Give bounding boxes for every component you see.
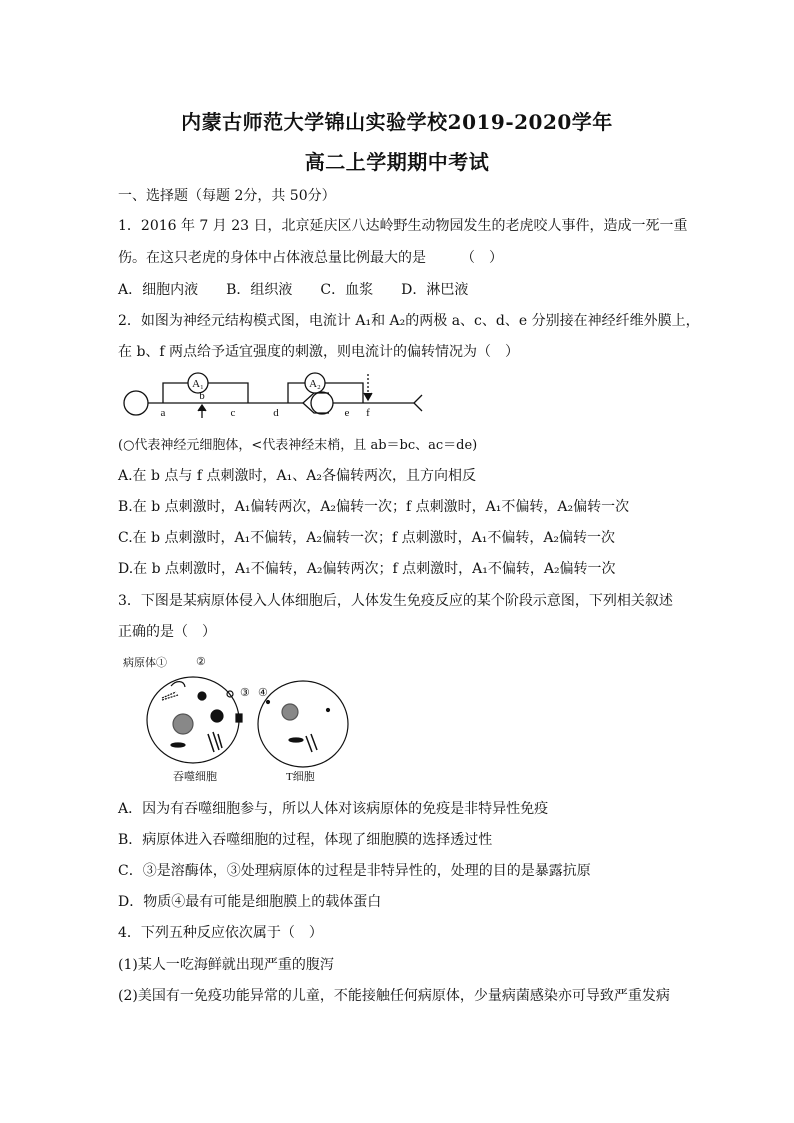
immune-diagram [118,652,380,788]
q3-stem-line1: 3．下图是某病原体侵入人体细胞后，人体发生免疫反应的某个阶段示意图，下列相关叙述 [118,593,673,609]
q3-option-d: D．物质④最有可能是细胞膜上的载体蛋白 [118,894,382,910]
organelle-right [289,738,303,742]
q2-option-c: C.在 b 点刺激时，A₁不偏转，A₂偏转一次；f 点刺激时，A₁不偏转，A₂偏转一次 [118,530,616,546]
q1-options: A．细胞内液 B．组织液 C．血浆 D．淋巴液 [118,282,469,298]
vesicle-dot-1 [267,701,270,704]
label-d: d [273,407,279,419]
pathogen-entry-arrow [162,692,178,700]
pathogen-vesicle [198,692,206,700]
organelle-stripes-right [306,734,317,752]
q3-option-a: A．因为有吞噬细胞参与，所以人体对该病原体的免疫是非特异性免疫 [118,801,549,817]
label-phagocyte: 吞噬细胞 [173,771,217,783]
vesicle-dot-2 [327,709,330,712]
phagocyte-nucleus [173,714,193,734]
q3-option-c: C．③是溶酶体，③处理病原体的过程是非特异性的，处理的目的是暴露抗原 [118,863,591,879]
label-c: c [230,407,236,419]
q3-option-b: B．病原体进入吞噬细胞的过程，体现了细胞膜的选择透过性 [118,832,493,848]
q2-stem-line1: 2．如图为神经元结构模式图，电流计 A₁和 A₂的两极 a、c、d、e 分别接在神经纤维外膜上， [118,313,700,329]
label-t-cell: T细胞 [286,771,315,783]
label-a2: A₂ [309,378,321,390]
q4-item-2: (2)美国有一免疫功能异常的儿童，不能接触任何病原体，少量病菌感染亦可导致严重发病 [118,988,670,1004]
label-f: f [366,407,370,419]
exam-title-line1: 内蒙古师范大学锦山实验学校2019-2020学年 [181,110,613,134]
cell-body-middle [311,392,333,414]
section-heading: 一、选择题（每题 2分，共 50分） [118,188,336,204]
organelle-left [171,743,185,747]
q2-stem-line2: 在 b、f 两点给予适宜强度的刺激，则电流计的偏转情况为（ ） [118,344,520,360]
q4-stem: 4．下列五种反应依次属于（ ） [118,925,323,941]
label-4: ④ [258,687,268,699]
label-a: a [160,407,166,419]
label-a1: A₁ [192,378,204,390]
label-e: e [344,407,350,419]
contact-site-4 [236,714,242,722]
neuron-diagram [118,368,428,424]
q2-option-d: D.在 b 点刺激时，A₁不偏转，A₂偏转两次；f 点刺激时，A₁不偏转，A₂偏转一次 [118,561,616,577]
stimulus-arrowhead-b [198,405,206,411]
phagocyte-engulfing-membrane [171,682,185,687]
stimulus-arrowhead-f [364,393,372,400]
t-cell-nucleus [282,704,298,720]
lysosome-fused [211,710,223,722]
nerve-ending-right [414,395,422,411]
label-pathogen: 病原体① [123,657,167,669]
exam-title-line2: 高二上学期期中考试 [304,150,490,174]
q4-item-1: (1)某人一吃海鲜就出现严重的腹泻 [118,957,334,973]
nerve-ending-mid [303,393,329,413]
cell-body-left [124,391,148,415]
q1-stem-line1: 1．2016 年 7 月 23 日，北京延庆区八达岭野生动物园发生的老虎咬人事件，造成一死一重 [118,218,688,234]
q2-option-b: B.在 b 点刺激时，A₁偏转两次，A₂偏转一次；f 点刺激时，A₁不偏转，A₂偏转一次 [118,499,630,515]
label-b: b [199,390,205,402]
q2-option-a: A.在 b 点与 f 点刺激时，A₁、A₂各偏转两次，且方向相反 [118,468,476,484]
q2-figure-note: (○代表神经元细胞体，<代表神经末梢，且 ab＝bc、ac＝de) [118,438,478,453]
label-2: ② [196,656,206,668]
label-3: ③ [240,687,250,699]
t-cell [258,681,348,767]
organelle-stripes-left [208,732,222,752]
phagocyte-cell [147,677,239,763]
q1-stem-line2: 伤。在这只老虎的身体中占体液总量比例最大的是 （ ） [118,250,503,266]
q3-stem-line2: 正确的是（ ） [118,624,216,640]
